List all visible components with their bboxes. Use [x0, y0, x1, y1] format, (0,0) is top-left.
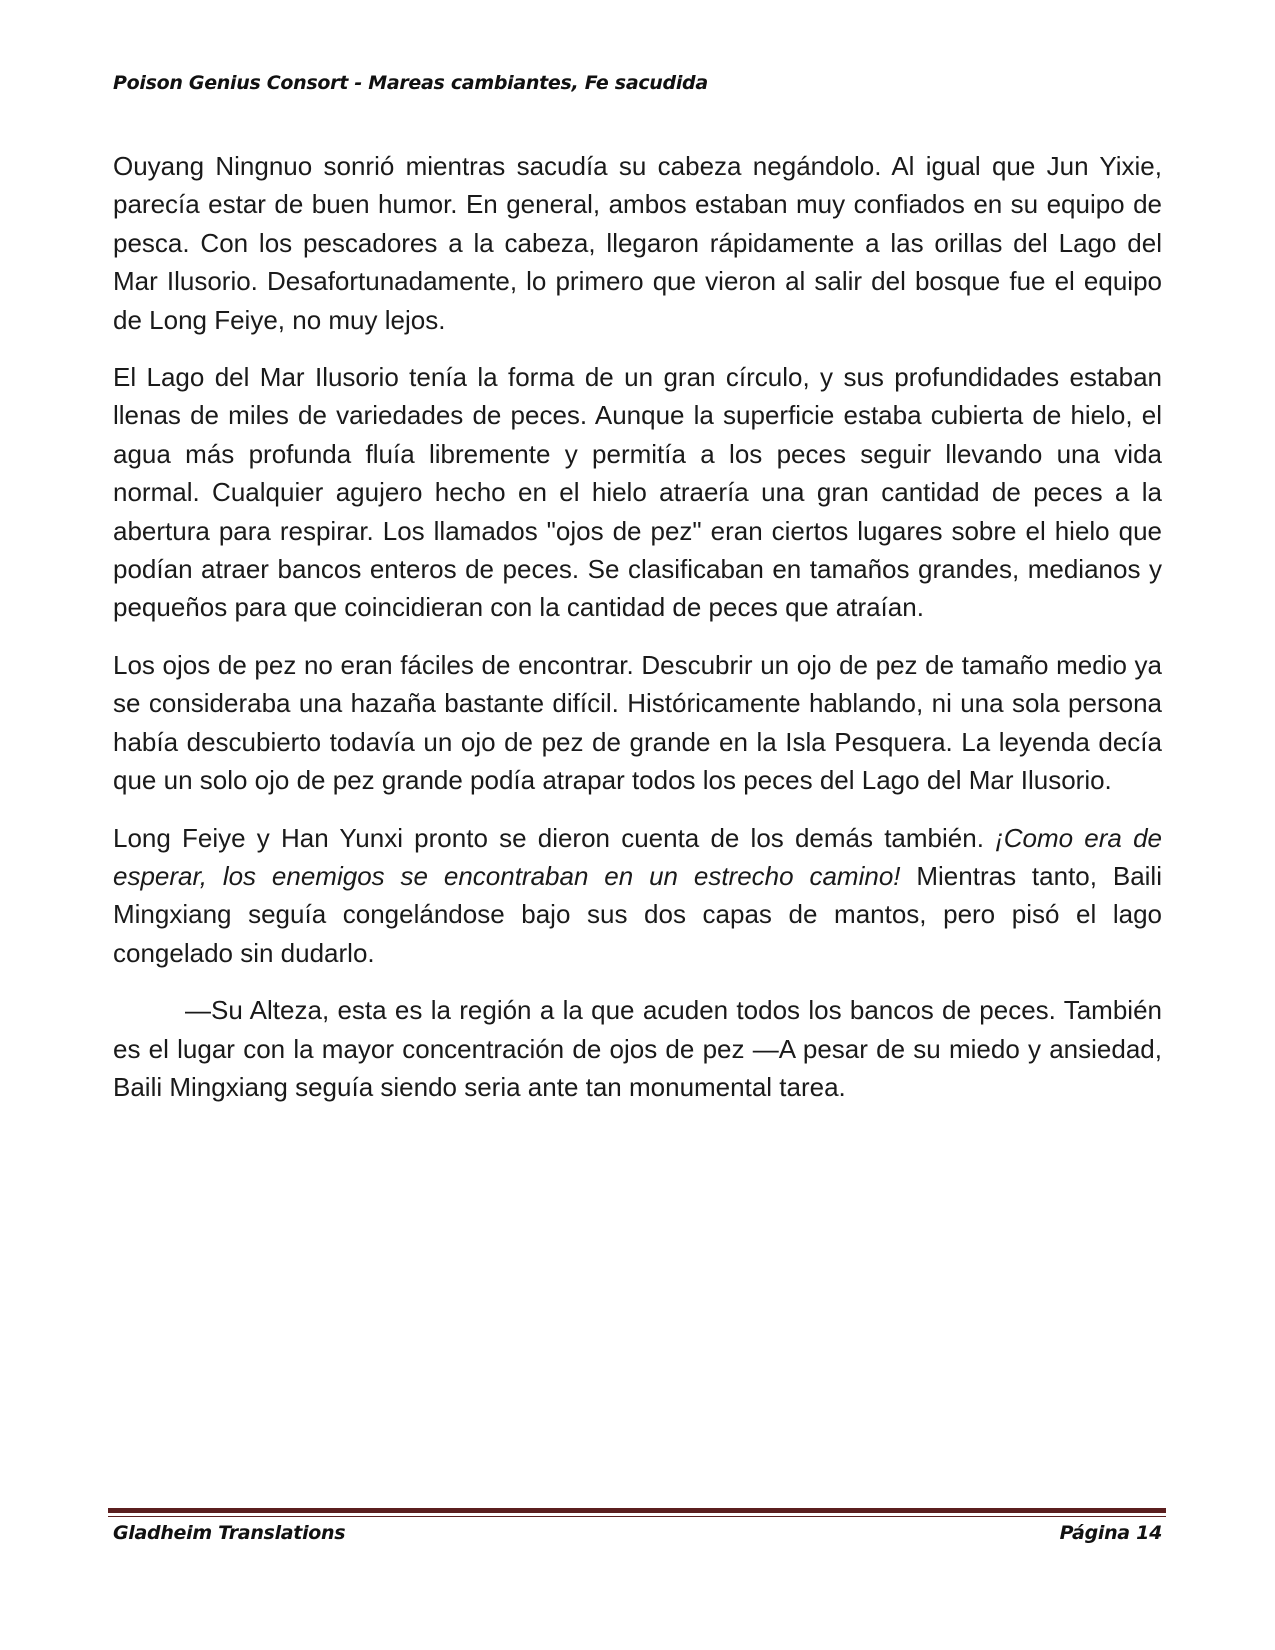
paragraph-4-italic-thought: ¡Como era de esperar, los enemigos se encontraban en un estrecho camino! [113, 822, 1162, 891]
paragraph-5-dialogue: —Su Alteza, esta es la región a la que acuden todos los bancos de peces. También es el lugar con la mayor concentración de ojos de pez —A pesar de su miedo y ansiedad, Baili Mingxiang seguía siendo seria ante tan monumental tarea. [113, 995, 1162, 1102]
footer-divider-thin [108, 1516, 1166, 1517]
paragraph-1: Ouyang Ningnuo sonrió mientras sacudía su cabeza negándolo. Al igual que Jun Yixie, parecía estar de buen humor. En general, ambos estaban muy confiados en su equipo de pesca. Con los pescadores a la cabeza, llegaron rápidamente a las orillas del Lago del Mar Ilusorio. Desafortunadamente, lo primero que vieron al salir del bosque fue el equipo de Long Feiye, no muy lejos. [113, 151, 1162, 335]
paragraph-4-text-end: Mientras tanto, Baili Mingxiang seguía congelándose bajo sus dos capas de mantos, pero pisó el lago congelado sin dudarlo. [113, 860, 1162, 968]
footer-publisher: Gladheim Translations [113, 1522, 346, 1544]
paragraph-4-text-start: Long Feiye y Han Yunxi pronto se dieron cuenta de los demás también. [113, 822, 996, 853]
footer-divider-thick [108, 1508, 1166, 1513]
page-header-title: Poison Genius Consort - Mareas cambiantes, Fe sacudida [113, 72, 708, 94]
document-body [113, 147, 1162, 1125]
footer-page-number: Página 14 [1059, 1522, 1162, 1544]
paragraph-2: El Lago del Mar Ilusorio tenía la forma de un gran círculo, y sus profundidades estaban llenas de miles de variedades de peces. Aunque la superficie estaba cubierta de hielo, el agua más profunda fluía libremente y permitía a los peces seguir llevando una vida normal. Cualquier agujero hecho en el hielo atraería una gran cantidad de peces a la abertura para respirar. Los llamados "ojos de pez" eran ciertos lugares sobre el hielo que podían atraer bancos enteros de peces. Se clasificaban en tamaños grandes, medianos y pequeños para que coincidieran con la cantidad de peces que atraían. [113, 362, 1162, 623]
paragraph-3: Los ojos de pez no eran fáciles de encontrar. Descubrir un ojo de pez de tamaño medio ya se consideraba una hazaña bastante difícil. Históricamente hablando, ni una sola persona había descubierto todavía un ojo de pez de grande en la Isla Pesquera. La leyenda decía que un solo ojo de pez grande podía atrapar todos los peces del Lago del Mar Ilusorio. [113, 649, 1162, 796]
paragraph-4 [113, 819, 1162, 973]
